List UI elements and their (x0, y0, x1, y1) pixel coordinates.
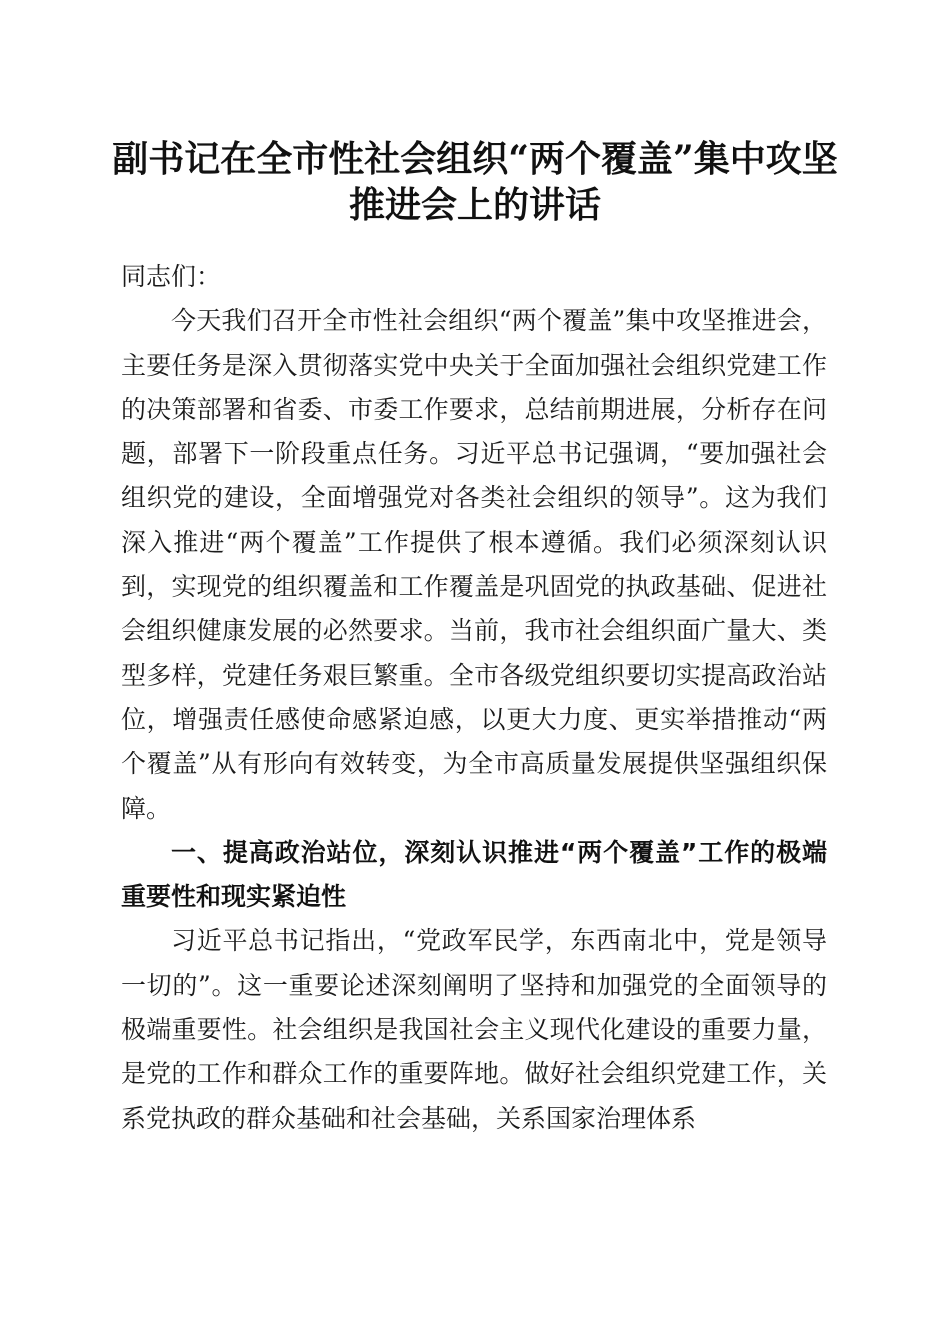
section-1-paragraph: 习近平总书记指出，“党政军民学，东西南北中，党是领导一切的”。这一重要论述深刻阐明了坚持和加强党的全面领导的极端重要性。社会组织是我国社会主义现代化建设的重要力量，是党的工作和群众工作的重要阵地。做好社会组织党建工作，关系党执政的群众基础和社会基础，关系国家治理体系 (121, 926, 827, 1133)
salutation: 同志们： (121, 262, 222, 291)
document-title: 副书记在全市性社会组织“两个覆盖”集中攻坚推进会上的讲话 (112, 138, 838, 226)
document-body (121, 255, 827, 1141)
intro-paragraph: 今天我们召开全市性社会组织“两个覆盖”集中攻坚推进会，主要任务是深入贯彻落实党中央关于全面加强社会组织党建工作的决策部署和省委、市委工作要求，总结前期进展，分析存在问题，部署下一阶段重点任务。习近平总书记强调，“要加强社会组织党的建设，全面增强党对各类社会组织的领导”。这为我们深入推进“两个覆盖”工作提供了根本遵循。我们必须深刻认识到，实现党的组织覆盖和工作覆盖是巩固党的执政基础、促进社会组织健康发展的必然要求。当前，我市社会组织面广量大、类型多样，党建任务艰巨繁重。全市各级党组织要切实提高政治站位，增强责任感使命感紧迫感，以更大力度、更实举措推动“两个覆盖”从有形向有效转变，为全市高质量发展提供坚强组织保障。 (121, 306, 827, 823)
section-heading-1: 一、提高政治站位，深刻认识推进“两个覆盖”工作的极端重要性和现实紧迫性 (121, 837, 827, 912)
